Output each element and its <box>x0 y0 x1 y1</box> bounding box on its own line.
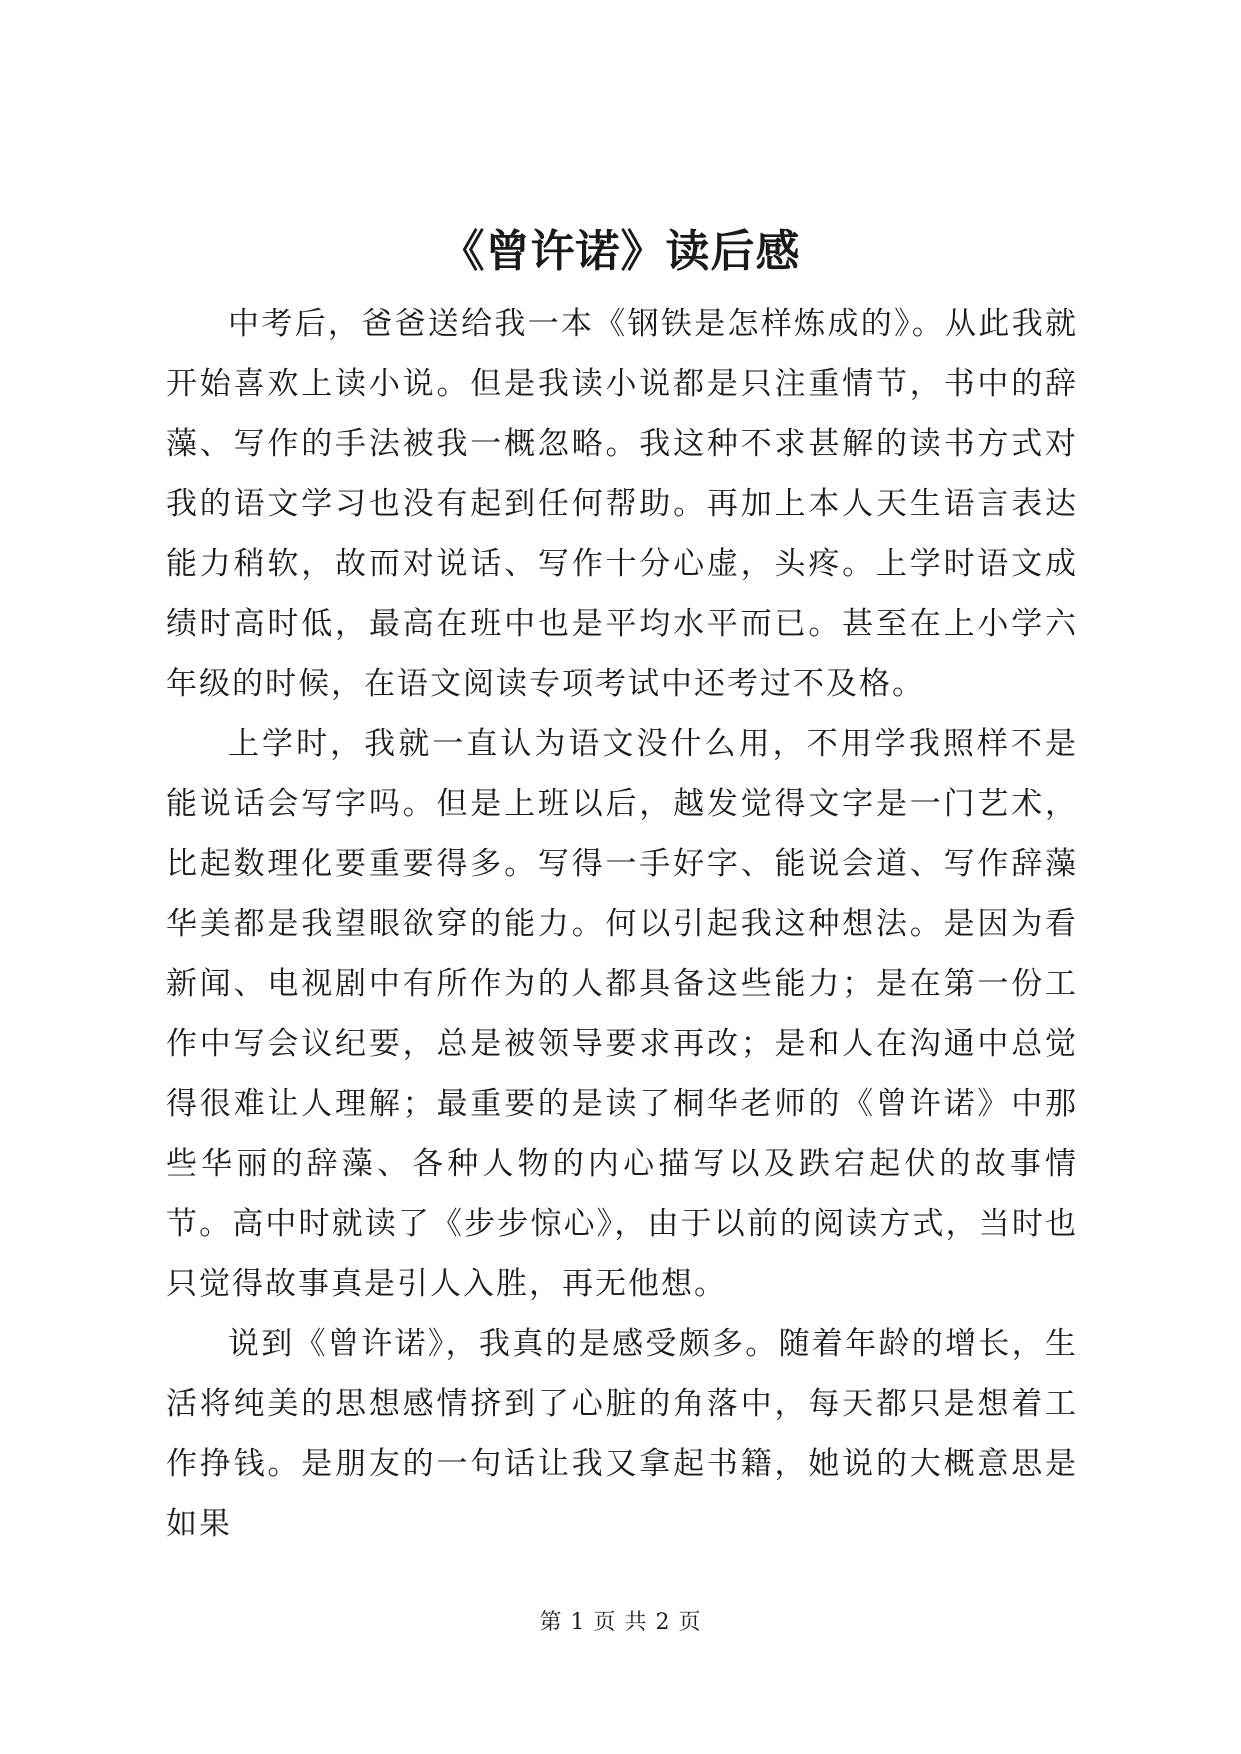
document-title: 《曾许诺》读后感 <box>440 226 801 277</box>
page-number-footer <box>0 1608 1241 1638</box>
paragraph: 上学时，我就一直认为语文没什么用，不用学我照样不是能说话会写字吗。但是上班以后，越发觉得文字是一门艺术，比起数理化要重要得多。写得一手好字、能说会道、写作辞藻华美都是我望眼欲穿的能力。何以引起我这种想法。是因为看新闻、电视剧中有所作为的人都具备这些能力；是在第一份工作中写会议纪要，总是被领导要求再改；是和人在沟通中总觉得很难让人理解；最重要的是读了桐华老师的《曾许诺》中那些华丽的辞藻、各种人物的内心描写以及跌宕起伏的故事情节。高中时就读了《步步惊心》，由于以前的阅读方式，当时也只觉得故事真是引人入胜，再无他想。 <box>166 726 1078 1302</box>
paragraph: 中考后，爸爸送给我一本《钢铁是怎样炼成的》。从此我就开始喜欢上读小说。但是我读小说都是只注重情节，书中的辞藻、写作的手法被我一概忽略。我这种不求甚解的读书方式对我的语文学习也没有起到任何帮助。再加上本人天生语言表达能力稍软，故而对说话、写作十分心虚，头疼。上学时语文成绩时高时低，最高在班中也是平均水平而已。甚至在上小学六年级的时候，在语文阅读专项考试中还考过不及格。 <box>166 306 1078 702</box>
document-body <box>166 294 1078 1554</box>
paragraph: 说到《曾许诺》，我真的是感受颇多。随着年龄的增长，生活将纯美的思想感情挤到了心脏的角落中，每天都只是想着工作挣钱。是朋友的一句话让我又拿起书籍，她说的大概意思是如果 <box>166 1326 1078 1542</box>
page-indicator: 第 1 页 共 2 页 <box>539 1610 702 1635</box>
